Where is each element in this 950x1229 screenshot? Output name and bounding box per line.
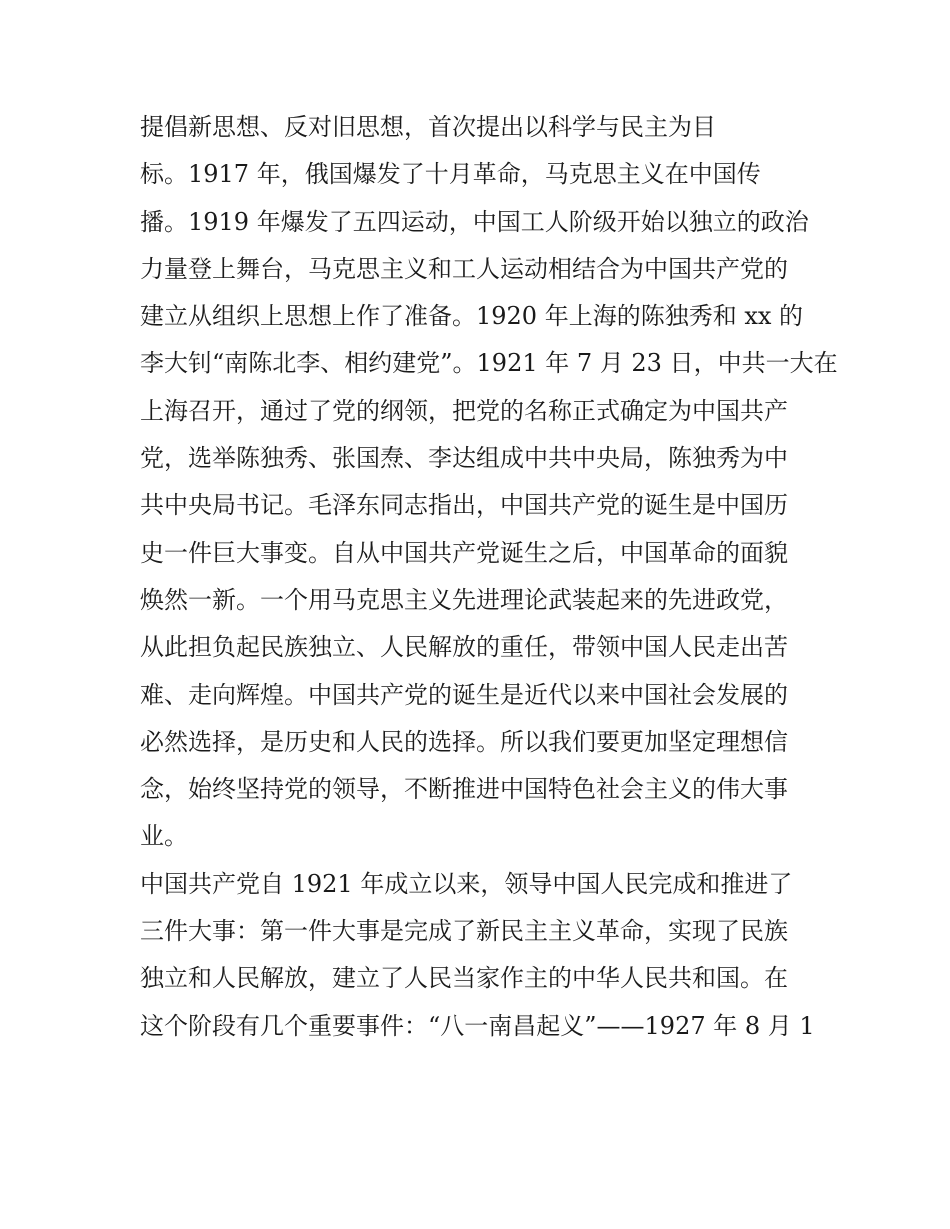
text-line: 共中央局书记。毛泽东同志指出，中国共产党的诞生是中国历 — [140, 491, 788, 520]
text-line: 史一件巨大事变。自从中国共产党诞生之后，中国革命的面貌 — [140, 538, 788, 567]
text-line: 必然选择，是历史和人民的选择。所以我们要更加坚定理想信 — [140, 727, 788, 756]
text-line: 提倡新思想、反对旧思想，首次提出以科学与民主为目 — [140, 113, 716, 141]
text-line: 播。1919 年爆发了五四运动，中国工人阶级开始以独立的政治 — [140, 207, 809, 236]
text-line: 力量登上舞台，马克思主义和工人运动相结合为中国共产党的 — [140, 254, 788, 283]
text-line: 三件大事：第一件大事是完成了新民主主义革命，实现了民族 — [140, 917, 788, 946]
text-line: 中国共产党自 1921 年成立以来，领导中国人民完成和推进了 — [140, 869, 793, 898]
text-line: 难、走向辉煌。中国共产党的诞生是近代以来中国社会发展的 — [140, 680, 788, 709]
text-line: 建立从组织上思想上作了准备。1920 年上海的陈独秀和 xx 的 — [140, 302, 804, 331]
text-line: 上海召开，通过了党的纲领，把党的名称正式确定为中国共产 — [140, 396, 788, 425]
text-line: 从此担负起民族独立、人民解放的重任，带领中国人民走出苦 — [140, 633, 788, 662]
text-line: 李大钊“南陈北李、相约建党”。1921 年 7 月 23 日，中共一大在 — [140, 349, 838, 378]
text-line: 这个阶段有几个重要事件：“八一南昌起义”——1927 年 8 月 1 — [140, 1011, 815, 1040]
text-line: 党，选举陈独秀、张国焘、李达组成中共中央局，陈独秀为中 — [140, 444, 788, 473]
text-line: 焕然一新。一个用马克思主义先进理论武装起来的先进政党， — [140, 585, 788, 614]
text-line: 独立和人民解放，建立了人民当家作主的中华人民共和国。在 — [140, 964, 788, 993]
body-text — [140, 104, 838, 1050]
text-line: 业。 — [140, 822, 188, 851]
text-line: 念，始终坚持党的领导，不断推进中国特色社会主义的伟大事 — [140, 775, 788, 804]
text-line: 标。1917 年，俄国爆发了十月革命，马克思主义在中国传 — [140, 160, 761, 189]
